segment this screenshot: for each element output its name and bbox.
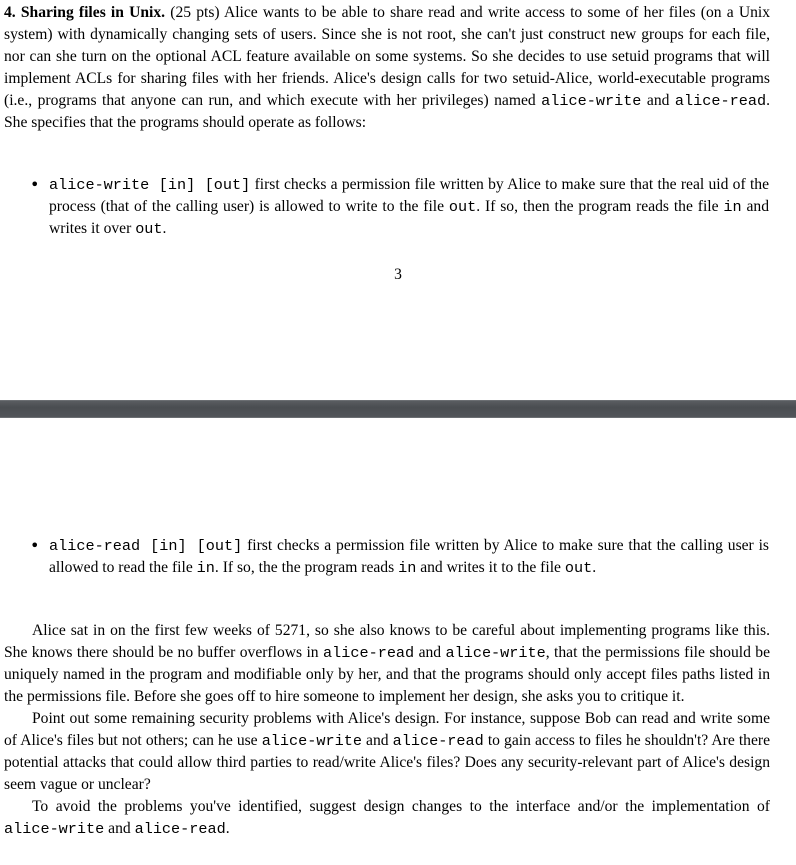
paragraph-task: [4, 796, 770, 840]
conjunction: and: [108, 820, 131, 837]
prog-name-read: alice-read: [134, 820, 226, 838]
separator-edge: [0, 400, 796, 401]
bullet-body: .: [162, 220, 167, 237]
paragraph-question: [4, 708, 770, 796]
bullet-body: . If so, the the program reads: [214, 559, 395, 576]
code-in: in: [723, 198, 742, 216]
conjunction: and: [366, 732, 389, 749]
paragraph-text: , that the permissions file should be uniquely named in the program and modifiable only by her, and that the programs should only accept files paths listed in the permissions file. Before she goes off to hire someone to implement her design, she asks you to critique it.: [4, 644, 771, 705]
bullet-icon: •: [30, 536, 40, 555]
bullet-body: first checks a permission file written by Alice to make sure that the real uid of the process (that of the calling user) is allowed to write to the file: [49, 176, 770, 215]
bullet-body: . If so, then the program reads the file: [476, 198, 719, 215]
problem-points: (25 pts): [170, 4, 220, 21]
bullet-body: and writes it to the file: [420, 559, 561, 576]
bullet-text: [49, 535, 769, 579]
paragraph-text: to gain access to files he shouldn't? Are there potential attacks that could allow third parties to read/write Alice's files? Does any security-relevant part of Alice's design seem vague or unclear?: [4, 732, 771, 793]
conjunction: and: [646, 92, 670, 109]
code-out: out: [448, 198, 477, 216]
page-top: [0, 0, 796, 400]
paragraph-context: [4, 620, 770, 708]
code-in: in: [196, 559, 215, 577]
code-out: out: [135, 220, 163, 238]
page-bottom: [0, 418, 796, 865]
bullet-body: first checks a permission file written by Alice to make sure that the calling user is allowed to read the file: [49, 537, 769, 576]
conjunction: and: [418, 644, 442, 661]
page-number: 3: [394, 266, 402, 283]
prog-name-write: alice-write: [261, 732, 362, 750]
command-signature: alice-write [in] [out]: [49, 176, 251, 194]
problem-heading: 4. Sharing files in Unix.: [4, 4, 166, 21]
intro-text-end: . She specifies that the programs should operate as follows:: [4, 92, 770, 131]
bullet-body: and writes it over: [49, 198, 769, 237]
prog-name-read: alice-read: [392, 732, 484, 750]
prog-name-read: alice-read: [674, 92, 767, 110]
paragraph-text: To avoid the problems you've identified, suggest design changes to the interface and/or the implementation of: [32, 798, 770, 815]
paragraph-text: Point out some remaining security problems with Alice's design. For instance, suppose Bob can read and write some of Alice's files but not others; can he use: [4, 710, 770, 749]
bullet-body: .: [592, 559, 597, 576]
bullet-icon: •: [30, 175, 40, 194]
prog-name-read: alice-read: [323, 644, 415, 662]
intro-text: Alice wants to be able to share read and write access to some of her files (on a Unix system) with dynamically changing sets of users. Since she is not root, she can't just construct new groups for each file, nor can she turn on the optional ACL feature available on some systems. So she decides to use setuid programs that will implement ACLs for sharing files with her friends. Alice's design calls for two setuid-Alice, world-executable programs (i.e., programs that anyone can run, and which execute with her privileges) named: [4, 4, 771, 109]
command-signature: alice-read [in] [out]: [49, 537, 243, 555]
prog-name-write: alice-write: [4, 820, 105, 838]
paragraph-text: Alice sat in on the first few weeks of 5271, so she also knows to be careful about implementing programs like this. She knows there should be no buffer overflows in: [4, 622, 770, 661]
paragraph-text: .: [225, 820, 230, 837]
problem-intro: [4, 2, 770, 134]
code-out: out: [564, 559, 593, 577]
prog-name-write: alice-write: [541, 92, 642, 110]
bullet-text: [49, 174, 769, 240]
page-separator: [0, 400, 796, 418]
prog-name-write: alice-write: [445, 644, 546, 662]
code-in: in: [398, 559, 417, 577]
paragraphs: [4, 620, 770, 840]
